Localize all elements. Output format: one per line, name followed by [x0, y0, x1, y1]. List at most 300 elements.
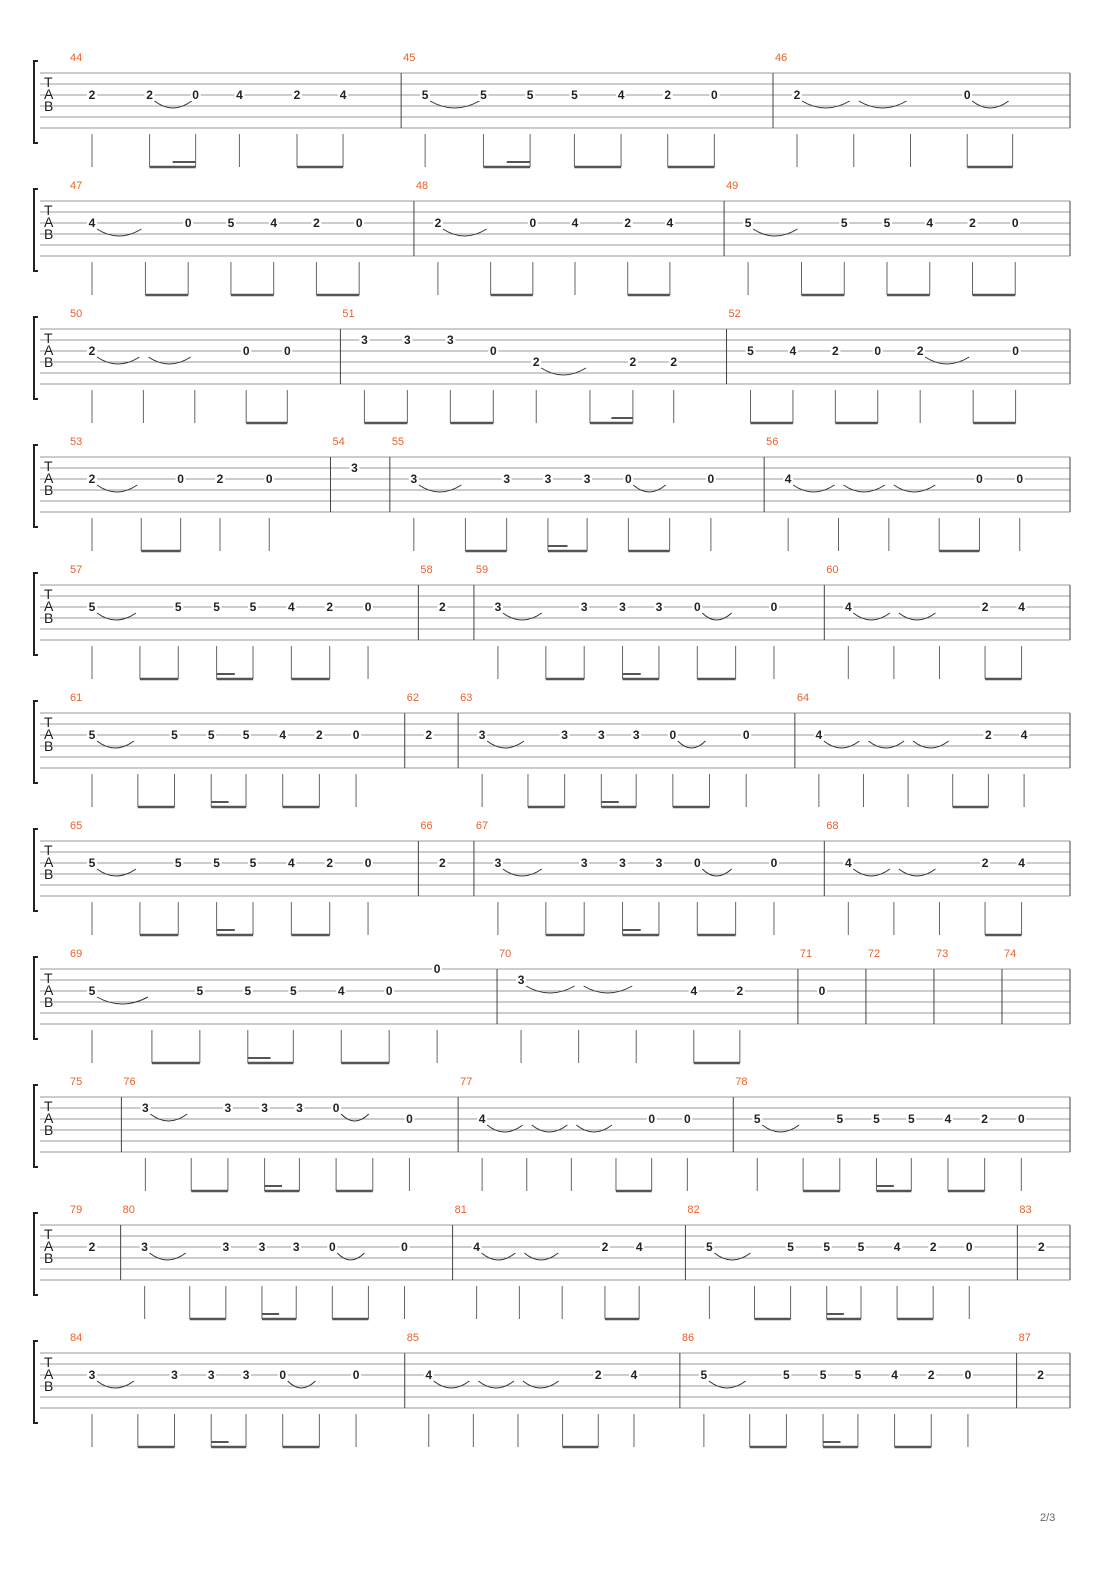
measure-number: 69 — [70, 948, 83, 960]
fret-number: 0 — [352, 1368, 360, 1382]
tie-arc — [853, 613, 890, 620]
tab-clef-letter: B — [44, 1378, 54, 1394]
fret-number: 4 — [784, 472, 792, 486]
fret-number: 2 — [981, 856, 989, 870]
measure-number: 55 — [391, 436, 405, 448]
fret-number: 2 — [793, 88, 801, 102]
measure-number: 70 — [499, 948, 512, 960]
measure — [70, 820, 373, 935]
tab-clef-letter: A — [44, 598, 54, 614]
measure-number: 82 — [687, 1204, 700, 1216]
fret-number: 5 — [836, 1112, 844, 1126]
fret-number: 2 — [927, 1368, 935, 1382]
fret-number: 5 — [174, 600, 182, 614]
system-bracket — [34, 701, 38, 783]
measure — [824, 564, 1026, 679]
fret-number: 4 — [844, 600, 852, 614]
tab-clef-letter: A — [44, 86, 54, 102]
fret-number: 5 — [840, 216, 848, 230]
fret-number: 5 — [783, 1368, 790, 1382]
tab-system — [34, 1332, 1070, 1447]
fret-number: 2 — [146, 88, 153, 102]
tab-system — [34, 52, 1070, 167]
fret-number: 4 — [88, 216, 96, 230]
fret-number: 5 — [873, 1112, 880, 1126]
tie-arc — [702, 613, 731, 620]
tab-clef-letter: A — [44, 982, 54, 998]
fret-number: 2 — [532, 355, 540, 369]
fret-number: 5 — [571, 88, 578, 102]
fret-number: 2 — [985, 728, 992, 742]
tab-clef-letter: B — [44, 226, 54, 242]
tab-clef-letter: A — [44, 854, 54, 870]
fret-number: 0 — [1017, 1112, 1025, 1126]
tab-clef-letter: T — [44, 330, 53, 346]
fret-number: 5 — [196, 984, 204, 998]
measure — [70, 1332, 361, 1447]
tie-arc — [843, 485, 884, 492]
tie-arc — [97, 1381, 134, 1388]
tie-arc — [97, 869, 136, 876]
fret-number: 2 — [326, 600, 334, 614]
tie-arc — [584, 986, 633, 993]
tie-arc — [97, 485, 137, 492]
tab-clef-letter: B — [44, 866, 54, 882]
measure — [70, 52, 348, 167]
tab-clef-letter: T — [44, 1098, 53, 1114]
tie-arc — [633, 485, 665, 492]
tab-clef-letter: T — [44, 74, 53, 90]
tie-arc — [443, 229, 487, 236]
tie-arc — [526, 986, 575, 993]
measure-number: 62 — [406, 692, 419, 704]
tab-clef-letter: A — [44, 214, 54, 230]
tie-arc — [150, 1253, 186, 1260]
fret-number: 3 — [224, 1101, 232, 1115]
tie-arc — [478, 1381, 514, 1388]
measure-number: 64 — [796, 692, 810, 704]
measure-number: 60 — [826, 564, 839, 576]
measure — [458, 1076, 692, 1191]
fret-number: 4 — [288, 856, 295, 870]
fret-number: 4 — [944, 1112, 952, 1126]
tie-arc — [148, 357, 190, 364]
fret-number: 5 — [249, 856, 257, 870]
measure-number: 80 — [122, 1204, 135, 1216]
fret-number: 5 — [174, 856, 182, 870]
measure-number: 51 — [342, 308, 355, 320]
measure-number: 47 — [70, 180, 83, 192]
tie-arc — [523, 1381, 559, 1388]
tab-clef-letter: A — [44, 1366, 54, 1382]
measure-number: 53 — [70, 436, 83, 448]
measure-number: 46 — [775, 52, 788, 64]
fret-number: 4 — [236, 88, 243, 102]
measure — [733, 1076, 1026, 1191]
measure — [390, 436, 716, 551]
tie-arc — [503, 869, 542, 876]
fret-number: 0 — [693, 600, 701, 614]
tie-arc — [150, 1114, 187, 1121]
fret-number: 5 — [213, 856, 220, 870]
fret-number: 3 — [619, 856, 626, 870]
measure — [121, 1204, 410, 1319]
measure-number: 77 — [460, 1076, 473, 1088]
tie-arc — [524, 1253, 558, 1260]
fret-number: 2 — [88, 344, 96, 358]
fret-number: 3 — [619, 600, 626, 614]
measure — [405, 1332, 639, 1447]
fret-number: 2 — [981, 600, 989, 614]
measure — [795, 692, 1029, 807]
tie-arc — [972, 101, 1008, 108]
measure — [824, 820, 1026, 935]
tie-arc — [97, 357, 139, 364]
fret-number: 2 — [969, 216, 976, 230]
measure-number: 52 — [728, 308, 741, 320]
measure-number: 67 — [475, 820, 489, 832]
tab-system — [34, 692, 1070, 807]
fret-number: 0 — [669, 728, 677, 742]
measure-number: 57 — [70, 564, 83, 576]
fret-number: 4 — [789, 344, 797, 358]
fret-number: 3 — [410, 472, 418, 486]
fret-number: 0 — [964, 1368, 972, 1382]
fret-number: 3 — [517, 973, 525, 987]
tab-clef-letter: T — [44, 458, 53, 474]
measure — [70, 308, 292, 423]
fret-number: 4 — [690, 984, 698, 998]
tie-arc — [487, 741, 524, 748]
fret-number: 0 — [332, 1101, 340, 1115]
fret-number: 3 — [261, 1101, 268, 1115]
measure-number: 50 — [70, 308, 83, 320]
tie-arc — [97, 613, 136, 620]
fret-number: 3 — [296, 1101, 303, 1115]
fret-number: 0 — [742, 728, 750, 742]
fret-number: 0 — [364, 856, 372, 870]
fret-number: 0 — [192, 88, 199, 102]
fret-number: 3 — [561, 728, 568, 742]
fret-number: 4 — [1018, 600, 1025, 614]
tab-clef-letter: A — [44, 726, 54, 742]
fret-number: 3 — [361, 333, 368, 347]
measure — [764, 436, 1025, 551]
tie-arc — [541, 368, 586, 375]
fret-number: 0 — [693, 856, 701, 870]
fret-number: 0 — [648, 1112, 656, 1126]
fret-number: 0 — [965, 1240, 973, 1254]
measure-number: 56 — [766, 436, 779, 448]
fret-number: 5 — [242, 728, 250, 742]
fret-number: 0 — [283, 344, 291, 358]
fret-number: 2 — [316, 728, 323, 742]
measure-number: 75 — [70, 1076, 83, 1088]
fret-number: 3 — [351, 461, 358, 475]
fret-number: 5 — [706, 1240, 713, 1254]
fret-number: 4 — [288, 600, 295, 614]
fret-number: 4 — [473, 1240, 480, 1254]
fret-number: 3 — [207, 1368, 215, 1382]
fret-number: 2 — [1038, 1240, 1045, 1254]
fret-number: 2 — [929, 1240, 937, 1254]
fret-number: 5 — [249, 600, 257, 614]
fret-number: 5 — [857, 1240, 865, 1254]
measure — [497, 948, 745, 1063]
tie-arc — [702, 869, 731, 876]
fret-number: 3 — [503, 472, 511, 486]
fret-number: 3 — [404, 333, 411, 347]
fret-number: 2 — [981, 1112, 988, 1126]
tab-clef-letter: T — [44, 202, 53, 218]
tab-clef-letter: B — [44, 98, 54, 114]
fret-number: 0 — [711, 88, 718, 102]
tab-system — [34, 436, 1070, 551]
system-bracket — [34, 317, 38, 399]
fret-number: 2 — [439, 856, 446, 870]
fret-number: 2 — [326, 856, 334, 870]
tie-arc — [97, 741, 134, 748]
system-bracket — [34, 1341, 38, 1423]
tab-clef-letter: B — [44, 738, 54, 754]
fret-number: 5 — [823, 1240, 831, 1254]
tie-arc — [434, 1381, 470, 1388]
fret-number: 4 — [893, 1240, 901, 1254]
fret-number: 2 — [664, 88, 672, 102]
tab-clef-letter: B — [44, 1250, 54, 1266]
fret-number: 2 — [434, 216, 442, 230]
measure-number: 49 — [726, 180, 739, 192]
tie-arc — [802, 101, 850, 108]
measure-number: 86 — [681, 1332, 695, 1344]
tie-arc — [709, 1381, 746, 1388]
measure — [680, 1332, 973, 1447]
fret-number: 0 — [352, 728, 360, 742]
measure-number: 48 — [415, 180, 429, 192]
measure — [458, 692, 751, 807]
tab-clef-letter: B — [44, 354, 54, 370]
fret-number: 3 — [580, 856, 588, 870]
fret-number: 5 — [526, 88, 534, 102]
tab-system — [34, 948, 1070, 1063]
fret-number: 2 — [439, 600, 446, 614]
measure-number: 58 — [420, 564, 433, 576]
measure-number: 74 — [1003, 948, 1017, 960]
measure — [414, 180, 675, 295]
measure — [70, 948, 442, 1063]
fret-number: 2 — [629, 355, 637, 369]
measure — [70, 180, 364, 295]
measure-number: 87 — [1018, 1332, 1031, 1344]
tie-arc — [824, 741, 860, 748]
fret-number: 0 — [489, 344, 497, 358]
fret-number: 4 — [571, 216, 579, 230]
tab-clef-letter: B — [44, 482, 54, 498]
tab-clef-letter: T — [44, 714, 53, 730]
tie-arc — [503, 613, 542, 620]
fret-number: 0 — [265, 472, 273, 486]
tie-arc — [859, 101, 907, 108]
measure — [773, 52, 1013, 167]
fret-number: 3 — [142, 1101, 149, 1115]
fret-number: 3 — [494, 600, 502, 614]
fret-number: 4 — [279, 728, 287, 742]
tie-arc — [430, 101, 479, 108]
tab-clef-letter: B — [44, 994, 54, 1010]
fret-number: 5 — [88, 856, 96, 870]
measure-number: 79 — [70, 1204, 83, 1216]
fret-number: 2 — [313, 216, 320, 230]
fret-number: 0 — [1012, 344, 1019, 358]
fret-number: 4 — [337, 984, 345, 998]
fret-number: 5 — [480, 88, 487, 102]
fret-number: 3 — [632, 728, 640, 742]
fret-number: 4 — [926, 216, 934, 230]
fret-number: 0 — [963, 88, 971, 102]
tab-system — [34, 564, 1070, 679]
tie-arc — [482, 1253, 516, 1260]
measure-number: 54 — [332, 436, 345, 448]
measure — [727, 308, 1021, 423]
measure — [70, 564, 373, 679]
fret-number: 5 — [207, 728, 215, 742]
fret-number: 4 — [339, 88, 347, 102]
fret-number: 2 — [736, 984, 744, 998]
fret-number: 0 — [242, 344, 250, 358]
fret-number: 5 — [700, 1368, 708, 1382]
system-bracket — [34, 573, 38, 655]
fret-number: 3 — [242, 1368, 250, 1382]
tab-system — [34, 308, 1070, 423]
fret-number: 3 — [544, 472, 552, 486]
fret-number: 3 — [292, 1240, 300, 1254]
tab-clef-letter: T — [44, 842, 53, 858]
system-bracket — [34, 957, 38, 1039]
fret-number: 2 — [425, 728, 433, 742]
tie-arc — [97, 997, 148, 1004]
fret-number: 2 — [88, 88, 96, 102]
fret-number: 5 — [747, 344, 754, 358]
tie-arc — [753, 229, 797, 236]
measure-number: 44 — [70, 52, 83, 64]
fret-number: 4 — [630, 1368, 638, 1382]
fret-number: 3 — [478, 728, 486, 742]
fret-number: 5 — [854, 1368, 862, 1382]
tab-system — [34, 180, 1070, 295]
measure — [474, 564, 779, 679]
measure — [70, 692, 361, 807]
tab-clef-letter: A — [44, 470, 54, 486]
fret-number: 5 — [907, 1112, 915, 1126]
tie-arc — [419, 485, 462, 492]
fret-number: 3 — [446, 333, 454, 347]
tab-clef-letter: B — [44, 1122, 54, 1138]
measure — [685, 1204, 974, 1319]
system-bracket — [34, 445, 38, 527]
fret-number: 0 — [874, 344, 882, 358]
fret-number: 3 — [597, 728, 605, 742]
fret-number: 0 — [1011, 216, 1019, 230]
fret-number: 3 — [222, 1240, 230, 1254]
tie-arc — [678, 741, 706, 748]
tie-arc — [341, 1114, 369, 1121]
tab-clef-letter: A — [44, 342, 54, 358]
tie-arc — [576, 1125, 612, 1132]
fret-number: 2 — [88, 472, 96, 486]
fret-number: 0 — [529, 216, 537, 230]
fret-number: 4 — [635, 1240, 643, 1254]
fret-number: 5 — [787, 1240, 794, 1254]
tab-clef-letter: T — [44, 970, 53, 986]
measure — [121, 1076, 414, 1191]
fret-number: 5 — [744, 216, 752, 230]
measure — [453, 1204, 645, 1319]
measure-number: 73 — [935, 948, 949, 960]
page-number: 2/3 — [1040, 1512, 1056, 1524]
fret-number: 3 — [655, 600, 663, 614]
tie-arc — [899, 613, 936, 620]
fret-number: 3 — [655, 856, 663, 870]
tie-arc — [899, 869, 936, 876]
fret-number: 0 — [184, 216, 192, 230]
measure-number: 65 — [70, 820, 83, 832]
fret-number: 5 — [171, 728, 178, 742]
tie-arc — [925, 357, 969, 364]
tie-arc — [714, 1253, 750, 1260]
measure — [474, 820, 779, 935]
measure-number: 61 — [70, 692, 83, 704]
fret-number: 2 — [88, 1240, 96, 1254]
fret-number: 4 — [1020, 728, 1028, 742]
fret-number: 0 — [279, 1368, 287, 1382]
measure-number: 63 — [460, 692, 473, 704]
fret-number: 3 — [580, 600, 588, 614]
fret-number: 5 — [244, 984, 252, 998]
fret-number: 0 — [364, 600, 372, 614]
fret-number: 2 — [624, 216, 632, 230]
tab-clef-letter: T — [44, 1354, 53, 1370]
tab-system — [34, 1076, 1070, 1191]
measure-number: 45 — [403, 52, 416, 64]
fret-number: 0 — [355, 216, 363, 230]
tie-arc — [288, 1381, 316, 1388]
fret-number: 5 — [227, 216, 235, 230]
fret-number: 0 — [433, 962, 441, 976]
fret-number: 0 — [976, 472, 983, 486]
tab-clef-letter: B — [44, 610, 54, 626]
fret-number: 2 — [216, 472, 224, 486]
fret-number: 0 — [684, 1112, 691, 1126]
measure-number: 85 — [406, 1332, 419, 1344]
measure-number: 78 — [735, 1076, 748, 1088]
fret-number: 0 — [818, 984, 826, 998]
system-bracket — [34, 61, 38, 143]
measure-number: 68 — [826, 820, 839, 832]
fret-number: 0 — [401, 1240, 408, 1254]
fret-number: 3 — [494, 856, 502, 870]
measure — [340, 308, 678, 423]
fret-number: 5 — [421, 88, 429, 102]
fret-number: 4 — [891, 1368, 898, 1382]
tie-arc — [97, 229, 141, 236]
tab-system — [34, 1204, 1070, 1319]
fret-number: 0 — [770, 856, 778, 870]
tab-clef-letter: T — [44, 1226, 53, 1242]
tab-clef-letter: A — [44, 1238, 54, 1254]
tie-arc — [868, 741, 904, 748]
fret-number: 5 — [213, 600, 220, 614]
fret-number: 2 — [832, 344, 839, 358]
